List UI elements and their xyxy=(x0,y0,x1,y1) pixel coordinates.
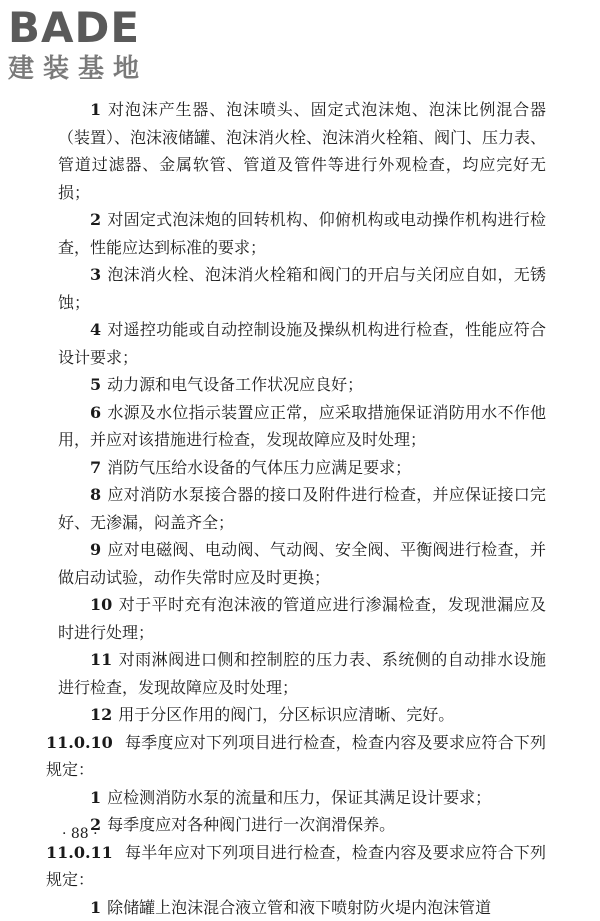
clause-number: 11.0.11 xyxy=(46,843,113,862)
clause-heading xyxy=(46,839,546,894)
clause-heading xyxy=(46,729,546,784)
item-text: 动力源和电气设备工作状况应良好； xyxy=(107,375,363,394)
item-text: 对雨淋阀进口侧和控制腔的压力表、系统侧的自动排水设施进行检查，发现故障应及时处理； xyxy=(58,650,546,697)
item-number: 10 xyxy=(90,595,112,614)
document-body xyxy=(58,96,546,921)
item-number: 8 xyxy=(90,485,101,504)
clause-text: 每半年应对下列项目进行检查，检查内容及要求应符合下列规定： xyxy=(46,843,546,890)
list-item xyxy=(58,399,546,454)
list-item xyxy=(58,591,546,646)
item-number: 9 xyxy=(90,540,101,559)
item-number: 12 xyxy=(90,705,112,724)
item-number: 3 xyxy=(90,265,101,284)
item-text: 应对消防水泵接合器的接口及附件进行检查，并应保证接口完好、无渗漏，闷盖齐全； xyxy=(58,485,546,532)
item-text: 应对电磁阀、电动阀、气动阀、安全阀、平衡阀进行检查，并做启动试验，动作失常时应及时更换； xyxy=(58,540,546,587)
bade-logo xyxy=(8,6,178,86)
item-text: 对遥控功能或自动控制设施及操纵机构进行检查，性能应符合设计要求； xyxy=(58,320,546,367)
list-item xyxy=(58,261,546,316)
clause-number: 11.0.10 xyxy=(46,733,113,752)
list-item xyxy=(58,96,546,206)
item-number: 6 xyxy=(90,403,101,422)
list-item xyxy=(58,701,546,729)
item-text: 对于平时充有泡沫液的管道应进行渗漏检查，发现泄漏应及时进行处理； xyxy=(58,595,546,642)
item-text: 对固定式泡沫炮的回转机构、仰俯机构或电动操作机构进行检查，性能应达到标准的要求； xyxy=(58,210,546,257)
list-item xyxy=(58,316,546,371)
list-item xyxy=(58,646,546,701)
item-number: 2 xyxy=(90,210,101,229)
list-item xyxy=(58,371,546,399)
list-item xyxy=(58,536,546,591)
item-number: 1 xyxy=(90,788,101,807)
list-item xyxy=(58,811,546,839)
item-text: 除储罐上泡沫混合液立管和液下喷射防火堤内泡沫管道 xyxy=(107,898,491,917)
item-text: 泡沫消火栓、泡沫消火栓箱和阀门的开启与关闭应自如，无锈蚀； xyxy=(58,265,546,312)
page-number: · 88 · xyxy=(62,826,98,842)
item-number: 7 xyxy=(90,458,101,477)
logo-subtitle: 建装基地 xyxy=(8,54,178,84)
item-number: 4 xyxy=(90,320,101,339)
item-number: 5 xyxy=(90,375,101,394)
item-number: 2 xyxy=(90,815,101,834)
list-item xyxy=(58,454,546,482)
item-text: 水源及水位指示装置应正常，应采取措施保证消防用水不作他用，并应对该措施进行检查，发现故障应及时处理； xyxy=(58,403,546,450)
logo-wordmark: BADE xyxy=(8,6,178,50)
item-number: 1 xyxy=(90,898,101,917)
item-text: 每季度应对各种阀门进行一次润滑保养。 xyxy=(107,815,395,834)
item-text: 对泡沫产生器、泡沫喷头、固定式泡沫炮、泡沫比例混合器（装置）、泡沫液储罐、泡沫消火栓、泡沫消火栓箱、阀门、压力表、管道过滤器、金属软管、管道及管件等进行外观检查，均应完好无损； xyxy=(58,100,546,202)
item-text: 应检测消防水泵的流量和压力，保证其满足设计要求； xyxy=(107,788,491,807)
item-text: 消防气压给水设备的气体压力应满足要求； xyxy=(107,458,411,477)
list-item xyxy=(58,784,546,812)
clause-text: 每季度应对下列项目进行检查，检查内容及要求应符合下列规定： xyxy=(46,733,546,780)
item-text: 用于分区作用的阀门，分区标识应清晰、完好。 xyxy=(118,705,454,724)
item-number: 1 xyxy=(90,100,101,119)
list-item xyxy=(58,481,546,536)
list-item xyxy=(58,206,546,261)
item-number: 11 xyxy=(90,650,112,669)
list-item xyxy=(58,894,546,921)
